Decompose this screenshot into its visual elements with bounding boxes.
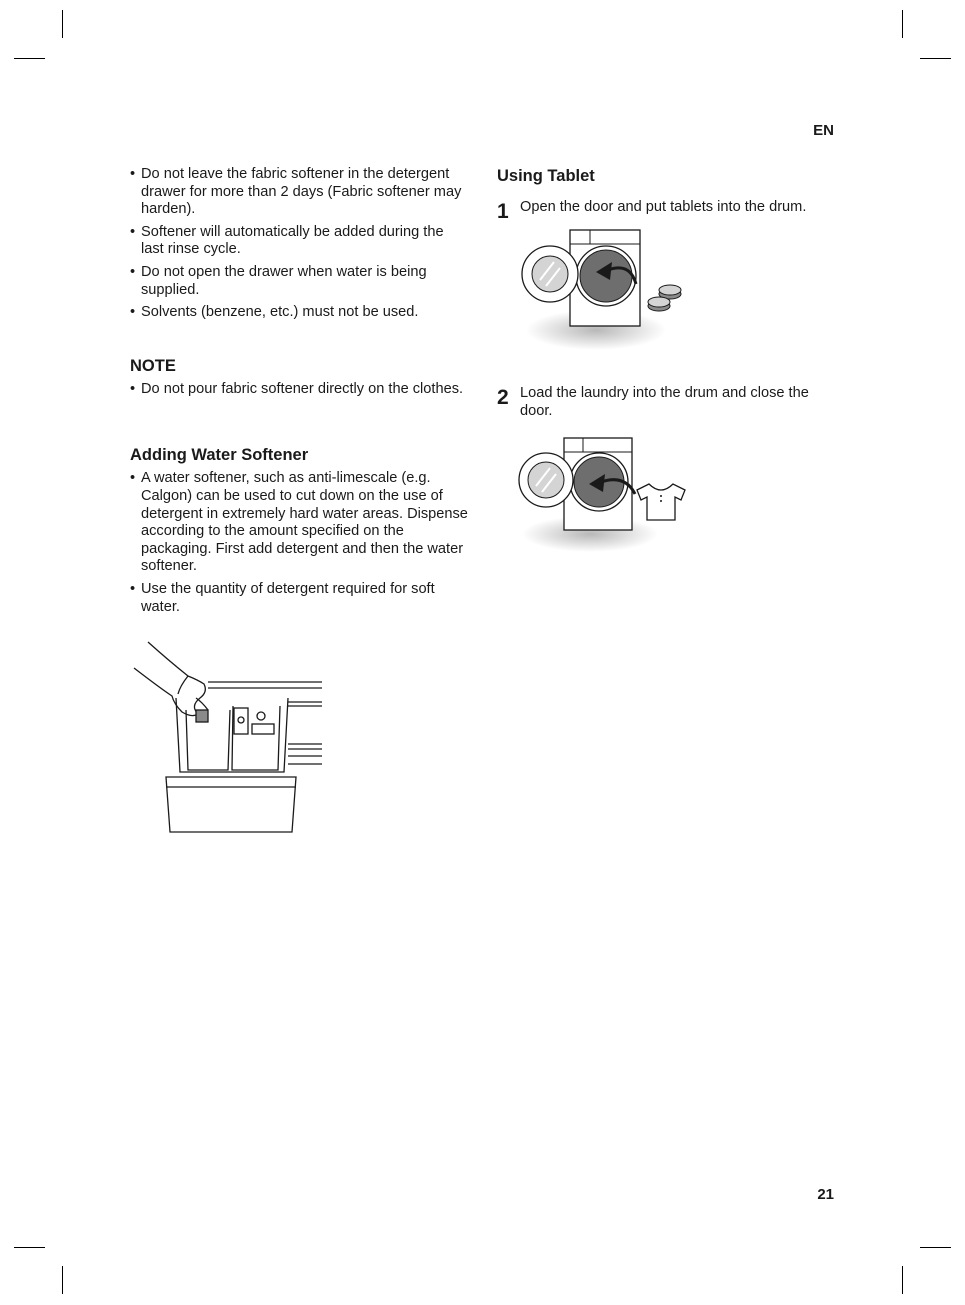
using-tablet-heading: Using Tablet [497, 167, 595, 185]
step-1 [497, 199, 837, 223]
crop-mark [62, 1266, 63, 1294]
crop-mark [14, 1247, 45, 1248]
crop-mark [14, 58, 45, 59]
washer-tablets-illustration [518, 228, 688, 354]
note-heading: NOTE [130, 356, 176, 375]
left-column [130, 166, 470, 621]
water-softener-bullet-list [130, 470, 470, 616]
list-item: • Do not open the drawer when water is being supplied. [130, 264, 470, 299]
detergent-drawer-illustration [128, 640, 328, 840]
list-item: • Do not leave the fabric softener in the detergent drawer for more than 2 days (Fabric softener may harden). [130, 166, 470, 219]
step-number: 1 [497, 200, 509, 223]
washer-laundry-illustration [515, 434, 690, 556]
water-softener-heading: Adding Water Softener [130, 446, 309, 465]
note-bullet-list [130, 381, 470, 399]
list-item: • Solvents (benzene, etc.) must not be used. [130, 304, 470, 322]
crop-mark [920, 58, 951, 59]
step-text: Open the door and put tablets into the drum. [520, 199, 807, 215]
list-item: • Softener will automatically be added during the last rinse cycle. [130, 224, 470, 259]
list-item: • A water softener, such as anti-limescale (e.g. Calgon) can be used to cut down on the use of detergent in extremely hard water areas. Dispense according to the amount specified on the packaging. First add detergent and then the water softener. [130, 470, 470, 576]
softener-bullet-list [130, 166, 470, 322]
crop-mark [920, 1247, 951, 1248]
step-text: Load the laundry into the drum and close the door. [520, 385, 809, 419]
crop-mark [62, 10, 63, 38]
language-code: EN [813, 122, 834, 139]
list-item: • Do not pour fabric softener directly on the clothes. [130, 381, 470, 399]
crop-mark [902, 1266, 903, 1294]
step-2 [497, 385, 837, 420]
crop-mark [902, 10, 903, 38]
step-number: 2 [497, 386, 509, 409]
list-item: • Use the quantity of detergent required for soft water. [130, 581, 470, 616]
page-number: 21 [817, 1186, 834, 1203]
